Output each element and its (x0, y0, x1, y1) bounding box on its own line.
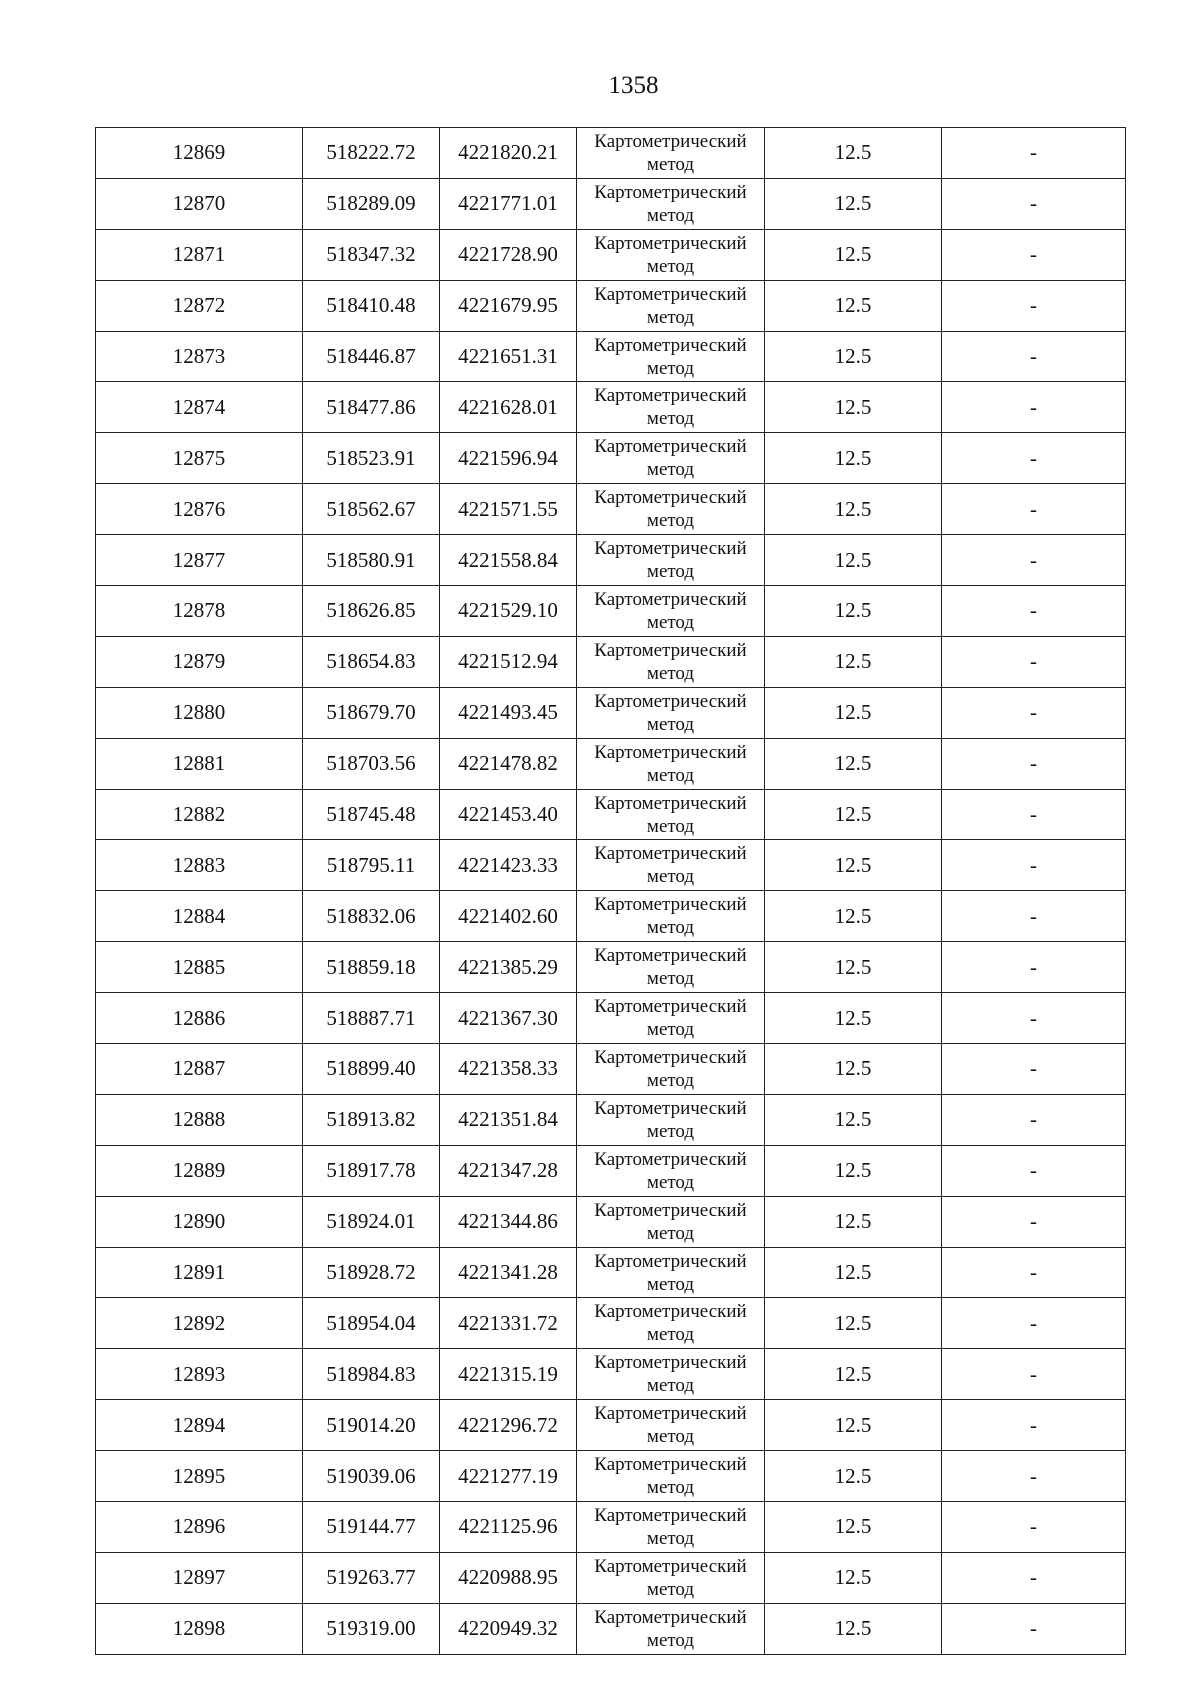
x-coordinate-cell: 519263.77 (303, 1552, 440, 1603)
method-text-line1: Картометрический (594, 1352, 747, 1374)
point-number-cell: 12875 (96, 433, 303, 484)
point-number-cell: 12891 (96, 1247, 303, 1298)
y-coordinate-cell: 4221331.72 (440, 1298, 577, 1349)
y-coordinate-cell: 4221341.28 (440, 1247, 577, 1298)
y-coordinate-cell: 4221728.90 (440, 229, 577, 280)
table-row (96, 1196, 1126, 1247)
y-coordinate-cell: 4221493.45 (440, 687, 577, 738)
y-coordinate-cell: 4221679.95 (440, 280, 577, 331)
method-text-line2: метод (646, 815, 695, 837)
point-number-cell: 12884 (96, 891, 303, 942)
method-text-line1: Картометрический (594, 1148, 747, 1170)
point-number-cell: 12888 (96, 1094, 303, 1145)
table-row (96, 229, 1126, 280)
accuracy-cell: 12.5 (765, 382, 942, 433)
note-cell: - (942, 1298, 1126, 1349)
method-text-line2: метод (646, 1527, 695, 1549)
y-coordinate-cell: 4221315.19 (440, 1349, 577, 1400)
method-cell (577, 1196, 765, 1247)
x-coordinate-cell: 518832.06 (303, 891, 440, 942)
note-cell: - (942, 280, 1126, 331)
x-coordinate-cell: 518222.72 (303, 128, 440, 179)
method-text-line2: метод (646, 408, 695, 430)
coordinates-table-body (96, 128, 1126, 1655)
y-coordinate-cell: 4221628.01 (440, 382, 577, 433)
table-row (96, 1552, 1126, 1603)
method-cell (577, 1349, 765, 1400)
method-text-line2: метод (646, 1222, 695, 1244)
note-cell: - (942, 382, 1126, 433)
y-coordinate-cell: 4221344.86 (440, 1196, 577, 1247)
x-coordinate-cell: 518795.11 (303, 840, 440, 891)
x-coordinate-cell: 518899.40 (303, 1044, 440, 1095)
note-cell: - (942, 840, 1126, 891)
accuracy-cell: 12.5 (765, 1298, 942, 1349)
method-text-line1: Картометрический (594, 690, 747, 712)
x-coordinate-cell: 518924.01 (303, 1196, 440, 1247)
method-text-line2: метод (646, 561, 695, 583)
point-number-cell: 12889 (96, 1145, 303, 1196)
y-coordinate-cell: 4221651.31 (440, 331, 577, 382)
accuracy-cell: 12.5 (765, 128, 942, 179)
accuracy-cell: 12.5 (765, 586, 942, 637)
table-row (96, 484, 1126, 535)
method-cell (577, 993, 765, 1044)
y-coordinate-cell: 4221820.21 (440, 128, 577, 179)
method-text-line2: метод (646, 1069, 695, 1091)
table-row (96, 687, 1126, 738)
method-text-line2: метод (646, 510, 695, 532)
table-row (96, 178, 1126, 229)
accuracy-cell: 12.5 (765, 1603, 942, 1654)
method-cell (577, 1552, 765, 1603)
method-text-line1: Картометрический (594, 843, 747, 865)
table-row (96, 891, 1126, 942)
point-number-cell: 12885 (96, 942, 303, 993)
table-row (96, 331, 1126, 382)
table-row (96, 535, 1126, 586)
x-coordinate-cell: 518954.04 (303, 1298, 440, 1349)
method-cell (577, 280, 765, 331)
note-cell: - (942, 433, 1126, 484)
method-text-line2: метод (646, 255, 695, 277)
y-coordinate-cell: 4221529.10 (440, 586, 577, 637)
method-text-line2: метод (646, 1273, 695, 1295)
method-cell (577, 840, 765, 891)
y-coordinate-cell: 4221367.30 (440, 993, 577, 1044)
note-cell: - (942, 1400, 1126, 1451)
note-cell: - (942, 1044, 1126, 1095)
accuracy-cell: 12.5 (765, 280, 942, 331)
table-row (96, 1603, 1126, 1654)
accuracy-cell: 12.5 (765, 1451, 942, 1502)
x-coordinate-cell: 518928.72 (303, 1247, 440, 1298)
accuracy-cell: 12.5 (765, 1349, 942, 1400)
point-number-cell: 12880 (96, 687, 303, 738)
x-coordinate-cell: 518859.18 (303, 942, 440, 993)
y-coordinate-cell: 4221771.01 (440, 178, 577, 229)
method-text-line2: метод (646, 1171, 695, 1193)
x-coordinate-cell: 518626.85 (303, 586, 440, 637)
point-number-cell: 12886 (96, 993, 303, 1044)
point-number-cell: 12882 (96, 789, 303, 840)
point-number-cell: 12873 (96, 331, 303, 382)
method-cell (577, 891, 765, 942)
method-text-line1: Картометрический (594, 741, 747, 763)
x-coordinate-cell: 518917.78 (303, 1145, 440, 1196)
accuracy-cell: 12.5 (765, 687, 942, 738)
y-coordinate-cell: 4221558.84 (440, 535, 577, 586)
method-text-line1: Картометрический (594, 639, 747, 661)
method-text-line2: метод (646, 662, 695, 684)
method-cell (577, 128, 765, 179)
method-text-line1: Картометрический (594, 1606, 747, 1628)
table-row (96, 1094, 1126, 1145)
point-number-cell: 12871 (96, 229, 303, 280)
accuracy-cell: 12.5 (765, 942, 942, 993)
method-text-line2: метод (646, 306, 695, 328)
method-text-line1: Картометрический (594, 283, 747, 305)
method-text-line1: Картометрический (594, 538, 747, 560)
accuracy-cell: 12.5 (765, 229, 942, 280)
note-cell: - (942, 1094, 1126, 1145)
y-coordinate-cell: 4221571.55 (440, 484, 577, 535)
method-cell (577, 1400, 765, 1451)
method-cell (577, 382, 765, 433)
method-text-line1: Картометрический (594, 232, 747, 254)
accuracy-cell: 12.5 (765, 993, 942, 1044)
note-cell: - (942, 1603, 1126, 1654)
point-number-cell: 12877 (96, 535, 303, 586)
note-cell: - (942, 1502, 1126, 1553)
point-number-cell: 12896 (96, 1502, 303, 1553)
note-cell: - (942, 789, 1126, 840)
method-cell (577, 433, 765, 484)
method-text-line1: Картометрический (594, 1250, 747, 1272)
x-coordinate-cell: 518984.83 (303, 1349, 440, 1400)
table-row (96, 636, 1126, 687)
table-row (96, 1247, 1126, 1298)
point-number-cell: 12870 (96, 178, 303, 229)
method-text-line1: Картометрический (594, 1504, 747, 1526)
method-cell (577, 229, 765, 280)
method-text-line1: Картометрический (594, 1403, 747, 1425)
note-cell: - (942, 1451, 1126, 1502)
note-cell: - (942, 687, 1126, 738)
method-cell (577, 1044, 765, 1095)
method-text-line2: метод (646, 1324, 695, 1346)
method-cell (577, 1603, 765, 1654)
method-text-line1: Картометрический (594, 1301, 747, 1323)
accuracy-cell: 12.5 (765, 331, 942, 382)
method-cell (577, 1451, 765, 1502)
note-cell: - (942, 993, 1126, 1044)
method-text-line1: Картометрический (594, 792, 747, 814)
note-cell: - (942, 738, 1126, 789)
method-text-line2: метод (646, 764, 695, 786)
page-number: 1358 (608, 72, 659, 99)
note-cell: - (942, 484, 1126, 535)
table-row (96, 433, 1126, 484)
method-text-line2: метод (646, 204, 695, 226)
x-coordinate-cell: 519014.20 (303, 1400, 440, 1451)
y-coordinate-cell: 4220988.95 (440, 1552, 577, 1603)
y-coordinate-cell: 4221453.40 (440, 789, 577, 840)
accuracy-cell: 12.5 (765, 891, 942, 942)
y-coordinate-cell: 4221385.29 (440, 942, 577, 993)
table-row (96, 789, 1126, 840)
method-text-line1: Картометрический (594, 1555, 747, 1577)
method-text-line2: метод (646, 1375, 695, 1397)
y-coordinate-cell: 4221347.28 (440, 1145, 577, 1196)
y-coordinate-cell: 4221512.94 (440, 636, 577, 687)
method-text-line2: метод (646, 153, 695, 175)
table-row (96, 738, 1126, 789)
method-text-line2: метод (646, 713, 695, 735)
x-coordinate-cell: 518580.91 (303, 535, 440, 586)
method-text-line1: Картометрический (594, 894, 747, 916)
note-cell: - (942, 229, 1126, 280)
note-cell: - (942, 636, 1126, 687)
point-number-cell: 12893 (96, 1349, 303, 1400)
method-text-line1: Картометрический (594, 1454, 747, 1476)
y-coordinate-cell: 4221277.19 (440, 1451, 577, 1502)
method-text-line1: Картометрический (594, 996, 747, 1018)
x-coordinate-cell: 518745.48 (303, 789, 440, 840)
method-text-line2: метод (646, 611, 695, 633)
method-text-line2: метод (646, 1629, 695, 1651)
y-coordinate-cell: 4221402.60 (440, 891, 577, 942)
point-number-cell: 12894 (96, 1400, 303, 1451)
accuracy-cell: 12.5 (765, 738, 942, 789)
accuracy-cell: 12.5 (765, 484, 942, 535)
method-cell (577, 1298, 765, 1349)
x-coordinate-cell: 518654.83 (303, 636, 440, 687)
method-text-line1: Картометрический (594, 130, 747, 152)
note-cell: - (942, 586, 1126, 637)
method-text-line2: метод (646, 1426, 695, 1448)
table-row (96, 840, 1126, 891)
y-coordinate-cell: 4221125.96 (440, 1502, 577, 1553)
accuracy-cell: 12.5 (765, 535, 942, 586)
accuracy-cell: 12.5 (765, 1094, 942, 1145)
point-number-cell: 12897 (96, 1552, 303, 1603)
x-coordinate-cell: 518913.82 (303, 1094, 440, 1145)
note-cell: - (942, 535, 1126, 586)
accuracy-cell: 12.5 (765, 840, 942, 891)
method-cell (577, 1145, 765, 1196)
table-row (96, 1451, 1126, 1502)
method-cell (577, 1094, 765, 1145)
accuracy-cell: 12.5 (765, 1196, 942, 1247)
x-coordinate-cell: 519319.00 (303, 1603, 440, 1654)
method-text-line2: метод (646, 968, 695, 990)
accuracy-cell: 12.5 (765, 789, 942, 840)
method-cell (577, 1247, 765, 1298)
accuracy-cell: 12.5 (765, 636, 942, 687)
y-coordinate-cell: 4221478.82 (440, 738, 577, 789)
table-row (96, 382, 1126, 433)
method-text-line1: Картометрический (594, 1046, 747, 1068)
method-text-line1: Картометрический (594, 181, 747, 203)
point-number-cell: 12878 (96, 586, 303, 637)
accuracy-cell: 12.5 (765, 433, 942, 484)
point-number-cell: 12869 (96, 128, 303, 179)
y-coordinate-cell: 4221596.94 (440, 433, 577, 484)
x-coordinate-cell: 518562.67 (303, 484, 440, 535)
accuracy-cell: 12.5 (765, 1247, 942, 1298)
method-cell (577, 738, 765, 789)
accuracy-cell: 12.5 (765, 1145, 942, 1196)
method-cell (577, 484, 765, 535)
point-number-cell: 12881 (96, 738, 303, 789)
y-coordinate-cell: 4221358.33 (440, 1044, 577, 1095)
method-text-line2: метод (646, 917, 695, 939)
method-text-line2: метод (646, 1578, 695, 1600)
y-coordinate-cell: 4221351.84 (440, 1094, 577, 1145)
point-number-cell: 12883 (96, 840, 303, 891)
accuracy-cell: 12.5 (765, 1552, 942, 1603)
method-cell (577, 586, 765, 637)
table-row (96, 1044, 1126, 1095)
accuracy-cell: 12.5 (765, 1502, 942, 1553)
note-cell: - (942, 1552, 1126, 1603)
x-coordinate-cell: 518347.32 (303, 229, 440, 280)
y-coordinate-cell: 4220949.32 (440, 1603, 577, 1654)
note-cell: - (942, 1145, 1126, 1196)
point-number-cell: 12874 (96, 382, 303, 433)
method-text-line2: метод (646, 459, 695, 481)
x-coordinate-cell: 518887.71 (303, 993, 440, 1044)
note-cell: - (942, 1247, 1126, 1298)
method-text-line1: Картометрический (594, 945, 747, 967)
note-cell: - (942, 178, 1126, 229)
coordinates-table (95, 127, 1126, 1655)
table-row (96, 1145, 1126, 1196)
point-number-cell: 12898 (96, 1603, 303, 1654)
method-cell (577, 789, 765, 840)
table-row (96, 1502, 1126, 1553)
x-coordinate-cell: 518523.91 (303, 433, 440, 484)
method-text-line1: Картометрический (594, 1097, 747, 1119)
note-cell: - (942, 942, 1126, 993)
method-text-line1: Картометрический (594, 1199, 747, 1221)
method-text-line1: Картометрический (594, 588, 747, 610)
note-cell: - (942, 1349, 1126, 1400)
note-cell: - (942, 331, 1126, 382)
method-text-line2: метод (646, 1120, 695, 1142)
table-row (96, 1349, 1126, 1400)
point-number-cell: 12890 (96, 1196, 303, 1247)
y-coordinate-cell: 4221296.72 (440, 1400, 577, 1451)
method-cell (577, 687, 765, 738)
table-row (96, 128, 1126, 179)
note-cell: - (942, 1196, 1126, 1247)
note-cell: - (942, 891, 1126, 942)
table-row (96, 586, 1126, 637)
table-row (96, 280, 1126, 331)
point-number-cell: 12887 (96, 1044, 303, 1095)
point-number-cell: 12872 (96, 280, 303, 331)
accuracy-cell: 12.5 (765, 178, 942, 229)
x-coordinate-cell: 518410.48 (303, 280, 440, 331)
method-cell (577, 942, 765, 993)
method-cell (577, 178, 765, 229)
method-cell (577, 636, 765, 687)
point-number-cell: 12892 (96, 1298, 303, 1349)
method-cell (577, 535, 765, 586)
method-text-line1: Картометрический (594, 487, 747, 509)
accuracy-cell: 12.5 (765, 1044, 942, 1095)
method-cell (577, 1502, 765, 1553)
method-text-line2: метод (646, 1019, 695, 1041)
point-number-cell: 12895 (96, 1451, 303, 1502)
method-text-line1: Картометрический (594, 385, 747, 407)
method-text-line2: метод (646, 1477, 695, 1499)
table-row (96, 942, 1126, 993)
x-coordinate-cell: 518703.56 (303, 738, 440, 789)
note-cell: - (942, 128, 1126, 179)
x-coordinate-cell: 518289.09 (303, 178, 440, 229)
point-number-cell: 12879 (96, 636, 303, 687)
method-cell (577, 331, 765, 382)
x-coordinate-cell: 518679.70 (303, 687, 440, 738)
x-coordinate-cell: 519039.06 (303, 1451, 440, 1502)
y-coordinate-cell: 4221423.33 (440, 840, 577, 891)
table-row (96, 1298, 1126, 1349)
x-coordinate-cell: 519144.77 (303, 1502, 440, 1553)
table-row (96, 1400, 1126, 1451)
x-coordinate-cell: 518446.87 (303, 331, 440, 382)
method-text-line1: Картометрический (594, 334, 747, 356)
method-text-line2: метод (646, 866, 695, 888)
method-text-line2: метод (646, 357, 695, 379)
point-number-cell: 12876 (96, 484, 303, 535)
x-coordinate-cell: 518477.86 (303, 382, 440, 433)
method-text-line1: Картометрический (594, 436, 747, 458)
table-row (96, 993, 1126, 1044)
accuracy-cell: 12.5 (765, 1400, 942, 1451)
